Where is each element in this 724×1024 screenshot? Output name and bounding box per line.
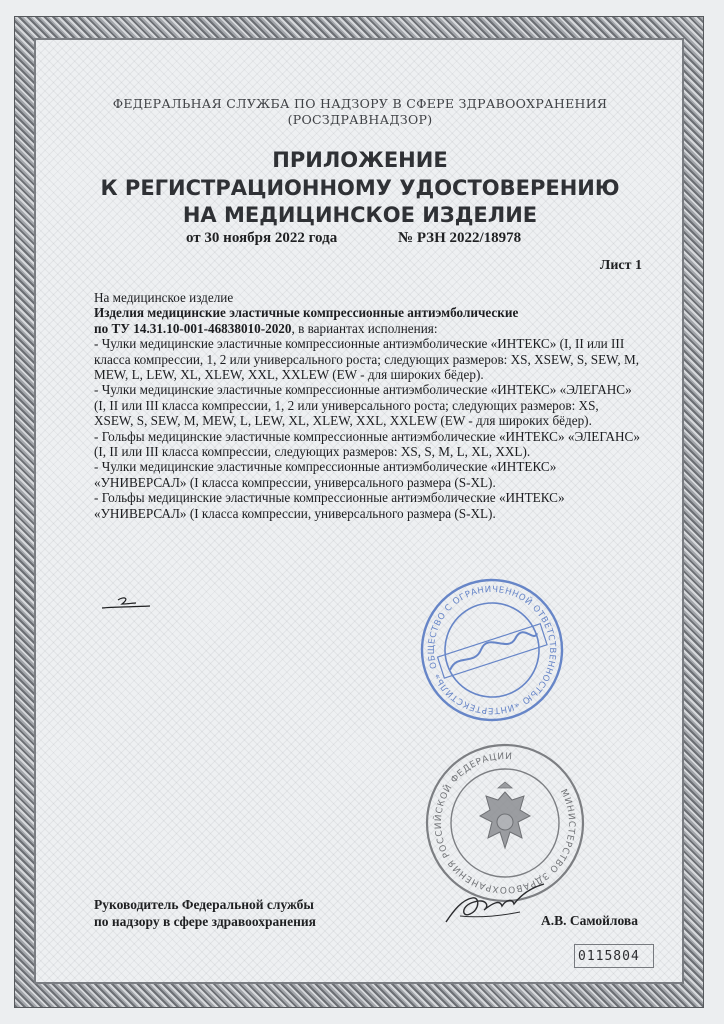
signer-name: А.В. Самойлова [541, 913, 638, 928]
list-item: - Чулки медицинские эластичные компрессионные антиэмболические «ИНТЕКС» «УНИВЕРСАЛ» (I класса компрессии, универсального размера (S-XL). [94, 459, 557, 490]
agency-abbrev: (РОСЗДРАВНАДЗОР) [287, 112, 433, 127]
signature [440, 876, 548, 930]
tu-code: по ТУ 14.31.10-001-46838010-2020 [94, 320, 292, 336]
signer-title-line2: по надзору в сфере здравоохранения [94, 914, 316, 929]
list-item: - Чулки медицинские эластичные компрессионные антиэмболические «ИНТЕКС» «ЭЛЕГАНС» (I, II или III класса компрессии, 1, 2 или универсального роста; следующих размеров: XS, XSEW, S, SEW, M, MEW, L, LEW, XL, XLEW, XXL, XXLEW (EW - для широких бёдер). [94, 382, 632, 429]
list-item: - Чулки медицинские эластичные компрессионные антиэмболические «ИНТЕКС» (I, II или III класса компрессии, 1, 2 или универсального роста; следующих размеров: XS, XSEW, S, SEW, M, MEW, L, LEW, XL, XLEW, XXL, XXLEW (EW - для широких бёдер). [94, 336, 639, 383]
ministry-seal-text: МИНИСТЕРСТВО ЗДРАВООХРАНЕНИЯ РОССИЙСКОЙ ФЕДЕРАЦИИ [433, 751, 577, 895]
agency-name: ФЕДЕРАЛЬНАЯ СЛУЖБА ПО НАДЗОРУ В СФЕРЕ ЗДРАВООХРАНЕНИЯ [112, 96, 608, 111]
signer-title [94, 896, 316, 930]
list-item: - Гольфы медицинские эластичные компрессионные антиэмболические «ИНТЕКС» «ЭЛЕГАНС» (I, II или III класса компрессии, следующих размеров: XS, S, M, L, XL, XXL). [94, 428, 640, 460]
doc-title-line1: ПРИЛОЖЕНИЕ [272, 148, 448, 172]
registration-number: № РЗН 2022/18978 [398, 230, 522, 246]
list-item: - Гольфы медицинские эластичные компрессионные антиэмболические «ИНТЕКС» «УНИВЕРСАЛ» (I класса компрессии, универсального размера (S-XL). [94, 490, 565, 521]
intro-text: На медицинское изделие [94, 290, 234, 305]
svg-text:ОБЩЕСТВО С ОГРАНИЧЕННОЙ ОТВЕТС [418, 576, 566, 724]
company-stamp [418, 576, 566, 724]
signer-title-line1: Руководитель Федеральной службы [94, 897, 314, 912]
eagle-emblem-icon [480, 782, 530, 848]
company-stamp-text: ОБЩЕСТВО С ОГРАНИЧЕННОЙ ОТВЕТСТВЕННОСТЬЮ «ИНТЕРТЕКСТИЛЬ» [426, 584, 558, 716]
doc-title-line2: К РЕГИСТРАЦИОННОМУ УДОСТОВЕРЕНИЮ [100, 176, 620, 200]
doc-title-line3: НА МЕДИЦИНСКОЕ ИЗДЕЛИЕ [182, 203, 538, 227]
issue-date: от 30 ноября 2022 года [186, 230, 338, 246]
document-body [94, 290, 640, 521]
tu-suffix: , в вариантах исполнения: [291, 320, 438, 336]
handwritten-mark [100, 592, 152, 612]
tu-line [94, 321, 640, 336]
sheet-number: Лист 1 [599, 258, 642, 273]
form-serial-number: 0115804 [578, 949, 640, 964]
device-name: Изделия медицинские эластичные компрессионные антиэмболические [94, 305, 519, 321]
